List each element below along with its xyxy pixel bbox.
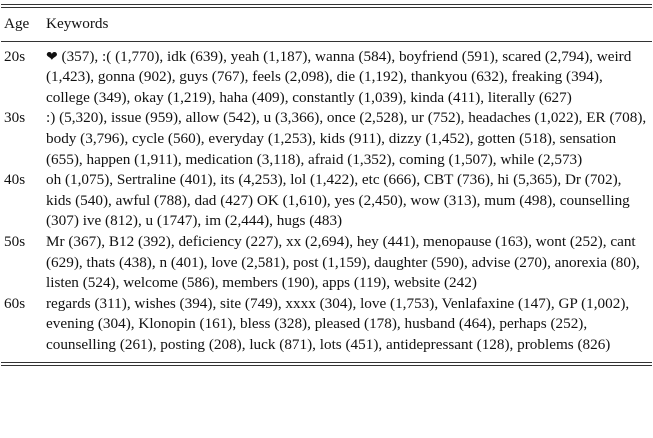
row-age: 50s	[4, 232, 26, 250]
table-row	[1, 170, 652, 232]
row-age: 40s	[4, 171, 26, 189]
table	[1, 8, 652, 41]
table-row	[1, 232, 652, 294]
row-age: 60s	[4, 294, 26, 312]
heart-icon: ❤	[46, 48, 58, 65]
row-keywords-text: (357), :( (1,770), idk (639), yeah (1,187), wanna (584), boyfriend (591), scared (2,794), weird (1,423), gonna (902), guys (767), feels (2,098), die (1,192), thankyou (632), freaking (394), college (349), okay (1,219), haha (409), constantly (1,039), kinda (411), literally (627)	[46, 47, 632, 106]
table-row	[1, 294, 652, 362]
table-row	[1, 108, 652, 170]
table-header	[1, 8, 652, 41]
row-keywords: oh (1,075), Sertraline (401), its (4,253), lol (1,422), etc (666), CBT (736), hi (5,365), Dr (702), kids (540), awful (788), dad (427) OK (1,610), yes (2,450), wow (313), mum (498), counselling (307) ive (812), u (1747), im (2,444), hugs (483)	[46, 171, 630, 230]
row-age: 20s	[4, 47, 26, 65]
header-row	[1, 8, 652, 41]
table-body	[1, 42, 652, 362]
header-keywords: Keywords	[46, 15, 109, 32]
header-age: Age	[4, 15, 30, 32]
row-keywords: regards (311), wishes (394), site (749), xxxx (304), love (1,753), Venlafaxine (147), GP (1,002), evening (304), Klonopin (161), bless (328), pleased (178), husband (464), perhaps (252), counselling (261), posting (208), luck (871), lots (451), antidepressant (128), problems (826)	[46, 294, 630, 353]
row-keywords: Mr (367), B12 (392), deficiency (227), xx (2,694), hey (441), menopause (163), wont (252), cant (629), thats (438), n (401), love (2,581), post (1,159), daughter (590), advise (270), anorexia (80), listen (524), welcome (586), members (190), apps (119), website (242)	[46, 232, 640, 292]
bottom-rule	[1, 362, 652, 366]
row-keywords: :) (5,320), issue (959), allow (542), u (3,366), once (2,528), ur (752), headaches (1,022), ER (708), body (3,796), cycle (560), everyday (1,253), kids (911), dizzy (1,452), gotten (518), sensation (655), happen (1,911), medication (3,118), afraid (1,352), coming (1,507), while (2,573)	[46, 109, 647, 168]
keywords-table	[1, 0, 652, 366]
row-age: 30s	[4, 109, 26, 127]
row-keywords	[46, 42, 652, 109]
table-row	[1, 42, 652, 109]
